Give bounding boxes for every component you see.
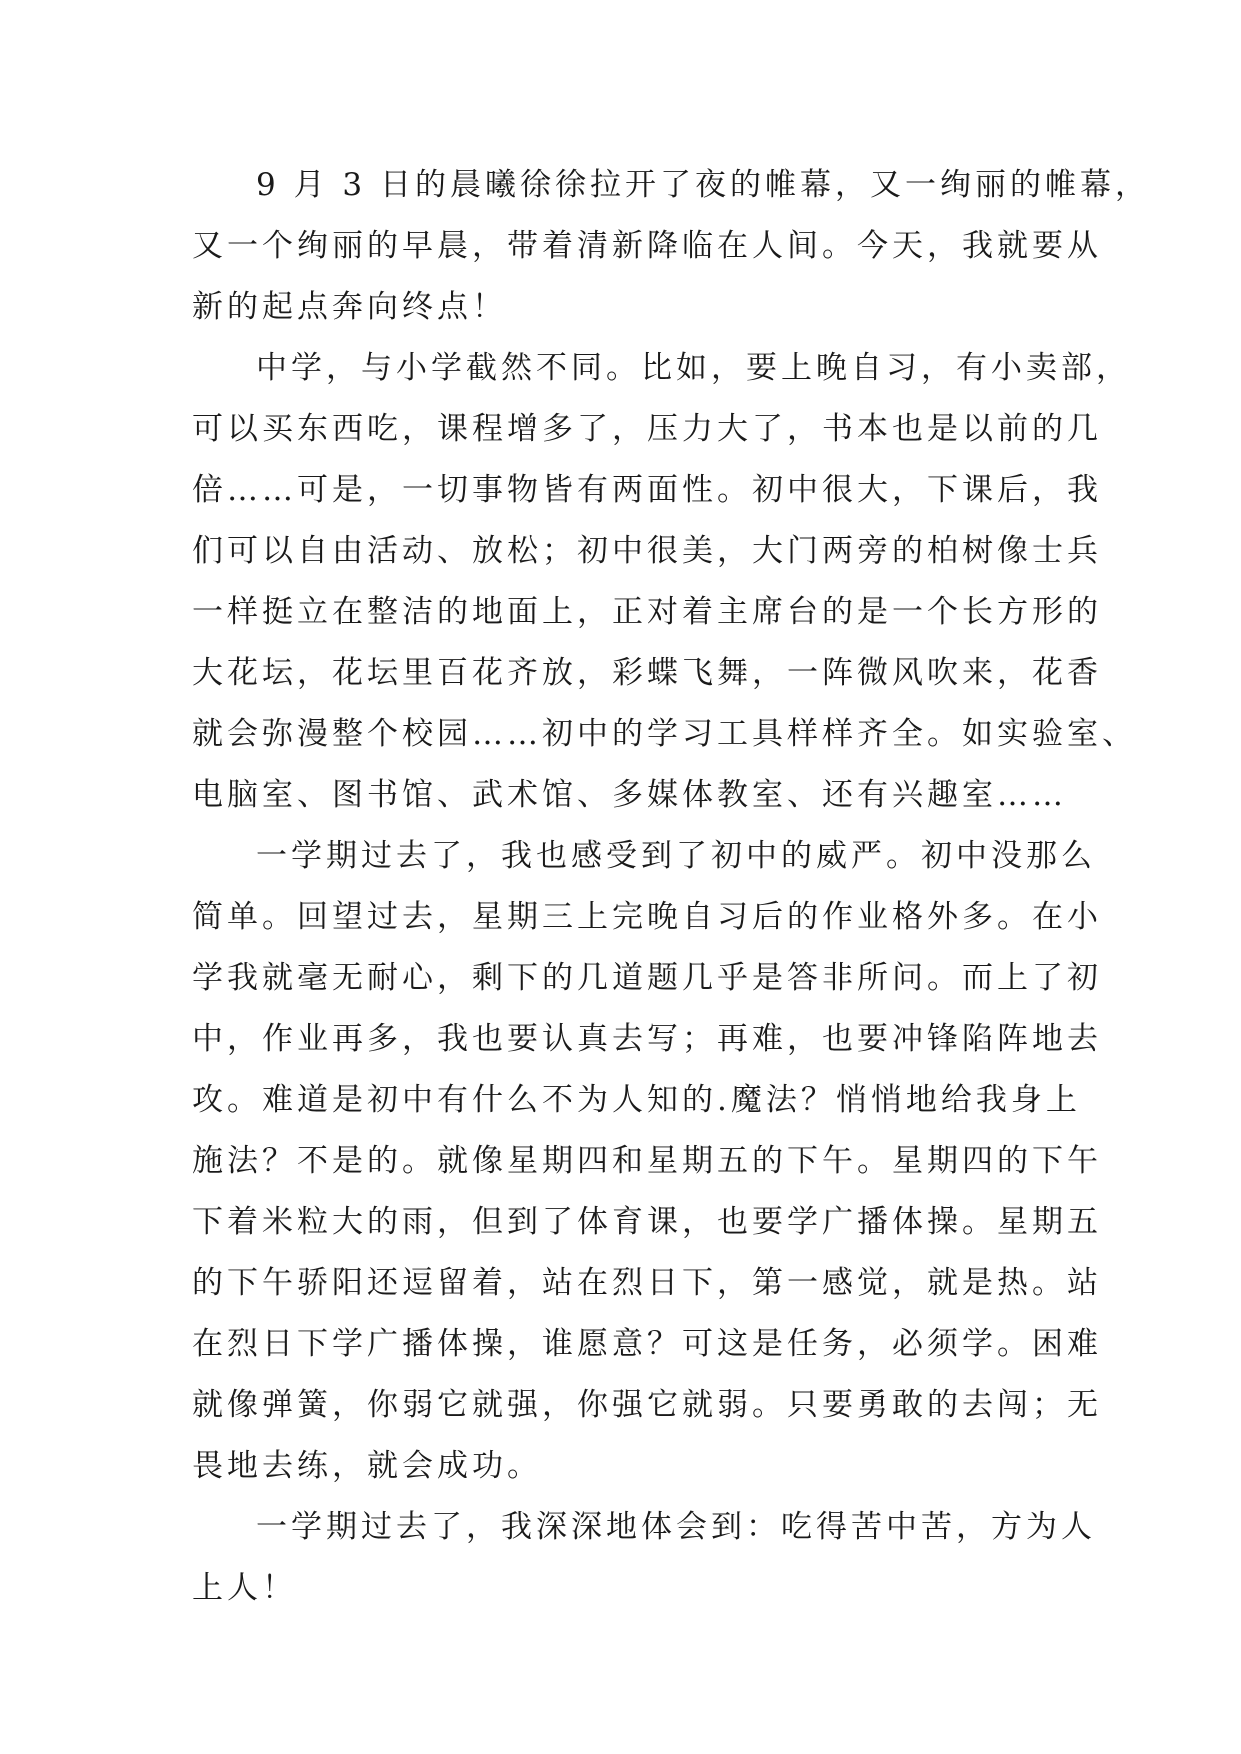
text-line: 攻。难道是初中有什么不为人知的.魔法？悄悄地给我身上 [192,1082,1081,1118]
text-line: 中学，与小学截然不同。比如，要上晚自习，有小卖部， [256,350,1131,386]
paragraph-4 [192,1497,1096,1619]
text-line: 大花坛，花坛里百花齐放，彩蝶飞舞，一阵微风吹来，花香 [192,655,1102,691]
text-line: 电脑室、图书馆、武术馆、多媒体教室、还有兴趣室…… [192,777,1067,813]
text-line: 上人！ [192,1570,297,1606]
text-line: 就像弹簧，你弱它就强，你强它就弱。只要勇敢的去闯；无 [192,1387,1102,1423]
text-line: 学我就毫无耐心，剩下的几道题几乎是答非所问。而上了初 [192,960,1102,996]
text-line: 一学期过去了，我深深地体会到：吃得苦中苦，方为人 [256,1509,1096,1545]
document-body [192,155,1151,1619]
text-line: 们可以自由活动、放松；初中很美，大门两旁的柏树像士兵 [192,533,1102,569]
text-line: 就会弥漫整个校园……初中的学习工具样样齐全。如实验室、 [192,716,1137,752]
text-line: 一样挺立在整洁的地面上，正对着主席台的是一个长方形的 [192,594,1102,630]
text-line: 施法？不是的。就像星期四和星期五的下午。星期四的下午 [192,1143,1102,1179]
text-line: 可以买东西吃，课程增多了，压力大了，书本也是以前的几 [192,411,1102,447]
text-line: 畏地去练，就会成功。 [192,1448,542,1484]
text-line: 倍……可是，一切事物皆有两面性。初中很大，下课后，我 [192,472,1102,508]
text-line: 又一个绚丽的早晨，带着清新降临在人间。今天，我就要从 [192,228,1102,264]
text-line: 简单。回望过去，星期三上完晚自习后的作业格外多。在小 [192,899,1102,935]
text-line: 9 月 3 日的晨曦徐徐拉开了夜的帷幕，又一绚丽的帷幕， [256,167,1151,203]
paragraph-2 [192,338,1137,826]
paragraph-1 [192,155,1151,338]
paragraph-3 [192,826,1102,1497]
text-line: 下着米粒大的雨，但到了体育课，也要学广播体操。星期五 [192,1204,1102,1240]
text-line: 在烈日下学广播体操，谁愿意？可这是任务，必须学。困难 [192,1326,1102,1362]
text-line: 中，作业再多，我也要认真去写；再难，也要冲锋陷阵地去 [192,1021,1102,1057]
text-line: 的下午骄阳还逗留着，站在烈日下，第一感觉，就是热。站 [192,1265,1102,1301]
text-line: 新的起点奔向终点！ [192,289,507,325]
text-line: 一学期过去了，我也感受到了初中的威严。初中没那么 [256,838,1096,874]
